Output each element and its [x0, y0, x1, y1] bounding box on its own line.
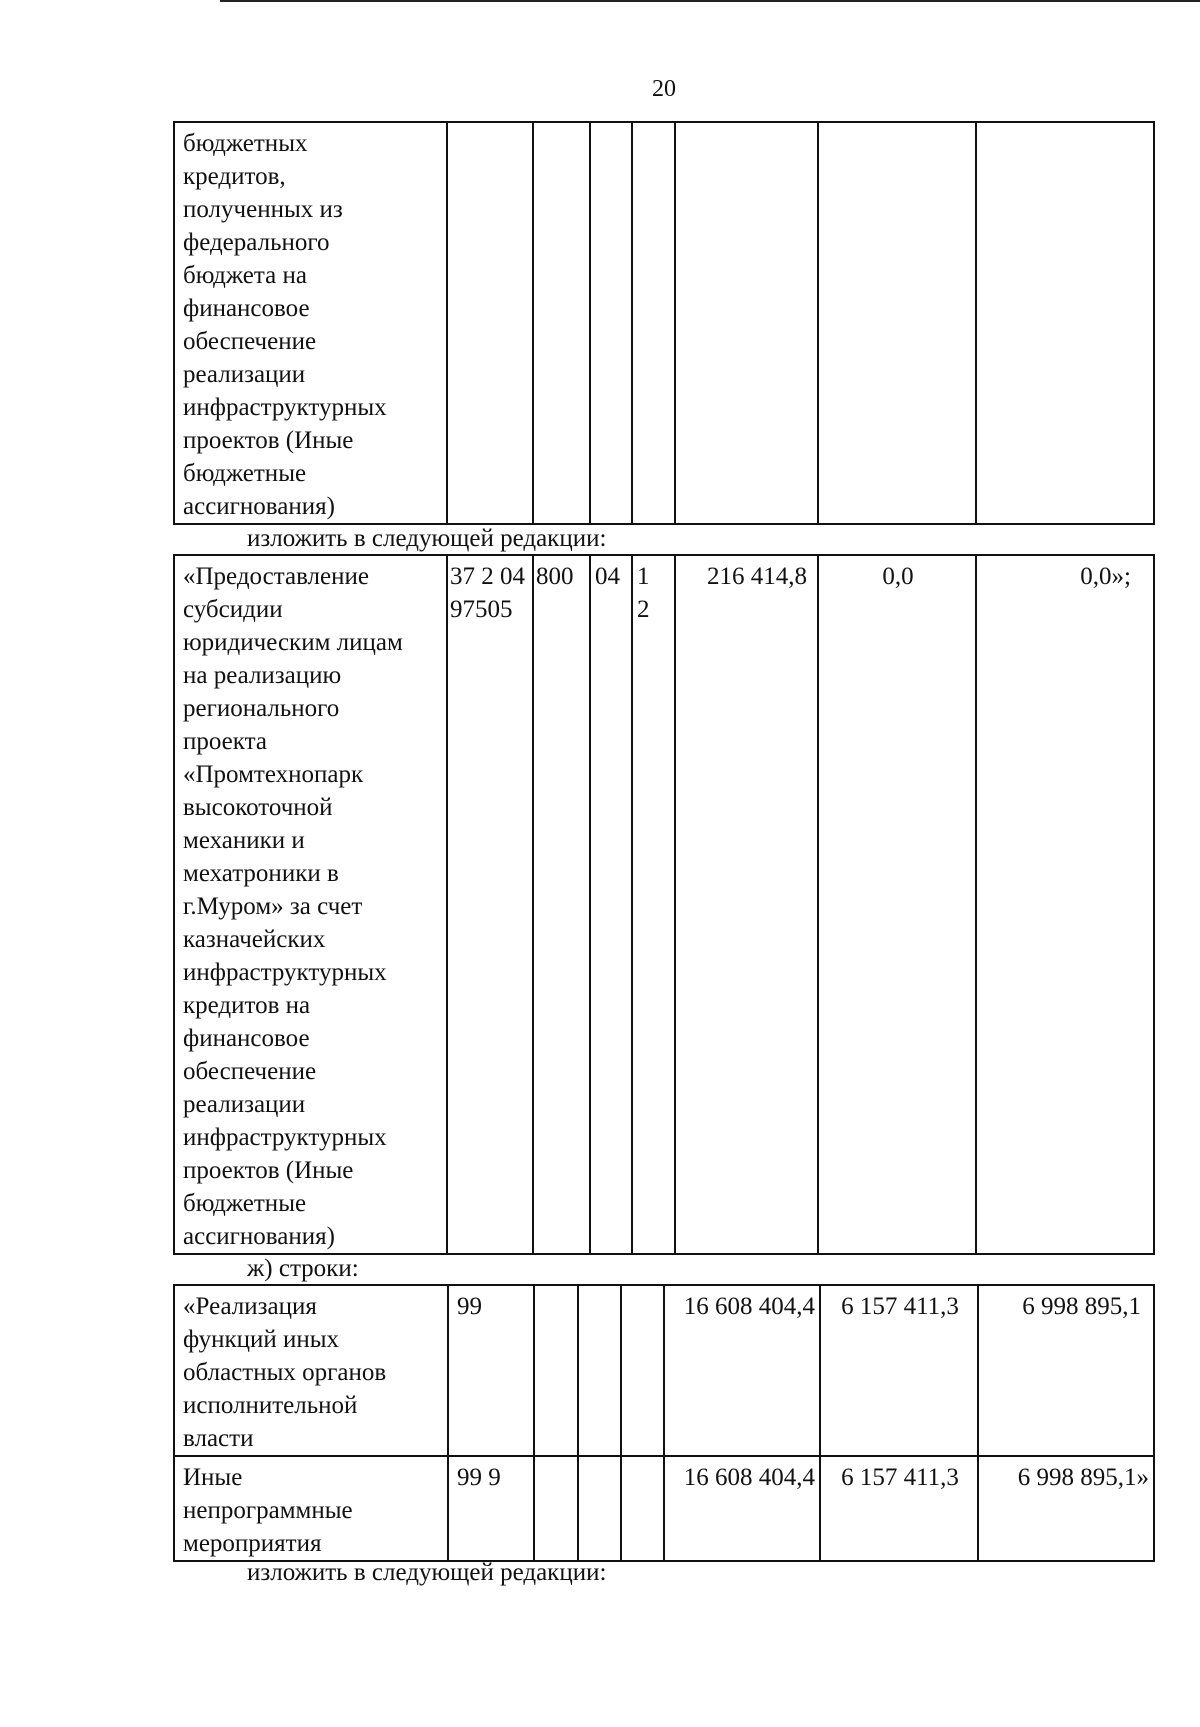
amount-year-2: 0,0: [818, 555, 976, 1254]
budget-table-fragment-1: [173, 121, 1155, 525]
amount-year-2: [818, 122, 976, 524]
item-name: «Реализация функций иных областных органов исполнительной власти: [174, 1285, 448, 1456]
amount-year-1: 216 414,8: [675, 555, 818, 1254]
budget-table-fragment-3: [173, 1284, 1155, 1562]
amount-year-3: 6 998 895,1»: [978, 1456, 1154, 1561]
amount-year-3: [976, 122, 1154, 524]
amount-year-2: 6 157 411,3: [820, 1456, 978, 1561]
amount-year-1: 16 608 404,4: [664, 1285, 820, 1456]
table-row: [174, 122, 1154, 524]
amount-year-3: 6 998 895,1: [978, 1285, 1154, 1456]
caption-rows-label: ж) строки:: [247, 1255, 359, 1282]
expense-type: [533, 122, 590, 524]
amount-year-2: 6 157 411,3: [820, 1285, 978, 1456]
table-row: [174, 555, 1154, 1254]
expense-type: [534, 1456, 578, 1561]
item-name: «Предоставление субсидии юридическим лицам на реализацию регионального проекта «Промтехнопарк высокоточной механики и мехатроники в г.Муром» за счет казначейских инфраструктурных кредитов на финансовое обеспечение реализации инфраструктурных проектов (Иные бюджетные ассигнования): [174, 555, 447, 1254]
target-code: [447, 122, 533, 524]
page-number: 20: [652, 76, 676, 102]
target-code: 99 9: [448, 1456, 534, 1561]
amount-year-1: 16 608 404,4: [664, 1456, 820, 1561]
item-name: Иные непрограммные мероприятия: [174, 1456, 448, 1561]
target-code: 99: [448, 1285, 534, 1456]
top-rule: [220, 0, 1200, 2]
caption-edit-instruction-2: изложить в следующей редакции:: [247, 1559, 607, 1586]
section-code: 04: [590, 555, 632, 1254]
section-code: [578, 1285, 621, 1456]
caption-edit-instruction-1: изложить в следующей редакции:: [247, 525, 607, 552]
budget-table-fragment-2: [173, 554, 1155, 1255]
subsection-code: 1 2: [632, 555, 675, 1254]
item-name: бюджетных кредитов, полученных из федерального бюджета на финансовое обеспечение реализации инфраструктурных проектов (Иные бюджетные ассигнования): [174, 122, 447, 524]
target-code: 37 2 04 97505: [447, 555, 533, 1254]
amount-year-1: [675, 122, 818, 524]
section-code: [590, 122, 632, 524]
subsection-code: [632, 122, 675, 524]
table-row: [174, 1456, 1154, 1561]
amount-year-3: 0,0»;: [976, 555, 1154, 1254]
expense-type: [534, 1285, 578, 1456]
subsection-code: [621, 1285, 664, 1456]
table-row: [174, 1285, 1154, 1456]
section-code: [578, 1456, 621, 1561]
expense-type: 800: [533, 555, 590, 1254]
subsection-code: [621, 1456, 664, 1561]
